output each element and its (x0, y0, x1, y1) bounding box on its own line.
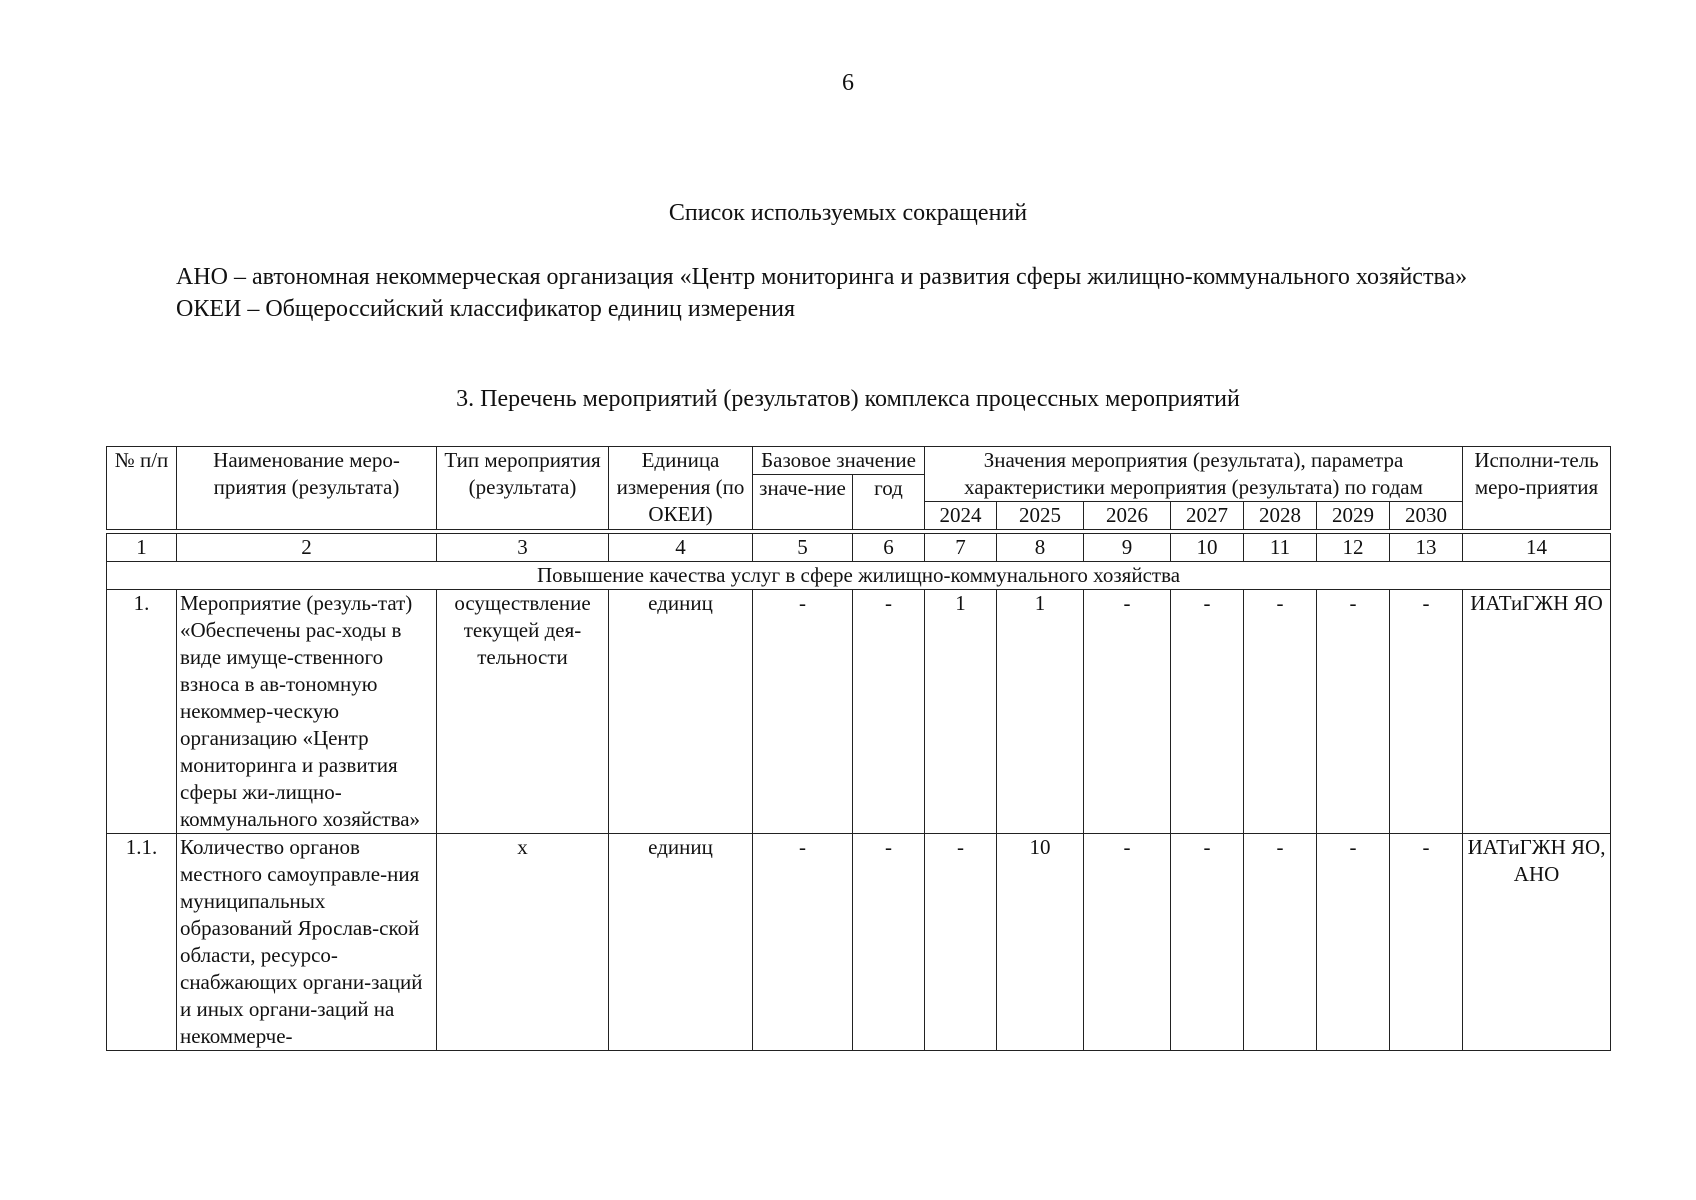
header-row (107, 447, 1611, 475)
row-executor: ИАТиГЖН ЯО (1463, 590, 1611, 834)
abbreviation-item: АНО – автономная некоммерческая организация «Центр мониторинга и развития сферы жилищно-коммунального хозяйства» (176, 264, 1468, 290)
row-year-value: - (925, 834, 997, 1051)
header-executor: Исполни-тель меро-приятия (1463, 447, 1611, 530)
abbreviations-title: Список используемых сокращений (668, 200, 1028, 226)
row-year-value: 1 (925, 590, 997, 834)
row-year-value: - (1171, 834, 1244, 1051)
abbreviation-item: ОКЕИ – Общероссийский классификатор единиц измерения (176, 296, 796, 322)
column-numbers-row (107, 534, 1611, 562)
row-base-value: - (753, 590, 853, 834)
row-year-value: - (1317, 590, 1390, 834)
abbreviations-list (106, 262, 1596, 324)
column-number: 5 (753, 534, 853, 562)
row-executor: ИАТиГЖН ЯО, АНО (1463, 834, 1611, 1051)
column-number: 13 (1390, 534, 1463, 562)
header-year: 2030 (1390, 502, 1463, 530)
row-num: 1.1. (107, 834, 177, 1051)
header-year: 2025 (997, 502, 1084, 530)
row-unit: единиц (609, 834, 753, 1051)
column-number: 1 (107, 534, 177, 562)
column-number: 11 (1244, 534, 1317, 562)
table-row (107, 590, 1611, 834)
section-heading-cell: Повышение качества услуг в сфере жилищно-коммунального хозяйства (107, 562, 1611, 590)
column-number: 14 (1463, 534, 1611, 562)
header-name: Наименование меро-приятия (результата) (177, 447, 437, 530)
header-year: 2029 (1317, 502, 1390, 530)
row-year-value: - (1317, 834, 1390, 1051)
row-unit: единиц (609, 590, 753, 834)
header-year: 2027 (1171, 502, 1244, 530)
header-year: 2024 (925, 502, 997, 530)
header-unit: Единица измерения (по ОКЕИ) (609, 447, 753, 530)
row-year-value: - (1390, 590, 1463, 834)
column-number: 6 (853, 534, 925, 562)
column-number: 2 (177, 534, 437, 562)
row-year-value: - (1390, 834, 1463, 1051)
column-number: 10 (1171, 534, 1244, 562)
header-type: Тип мероприятия (результата) (437, 447, 609, 530)
column-number: 7 (925, 534, 997, 562)
row-base-year: - (853, 834, 925, 1051)
page-number: 6 (842, 70, 854, 96)
row-base-year: - (853, 590, 925, 834)
row-year-value: - (1244, 834, 1317, 1051)
row-type: х (437, 834, 609, 1051)
row-type: осуществление текущей дея-тельности (437, 590, 609, 834)
header-values: Значения мероприятия (результата), параметра характеристики мероприятия (результата) по годам (925, 447, 1463, 502)
row-year-value: - (1171, 590, 1244, 834)
header-base-value: значе-ние (753, 475, 853, 530)
header-year: 2028 (1244, 502, 1317, 530)
section-heading-row (107, 562, 1611, 590)
header-year: 2026 (1084, 502, 1171, 530)
column-number: 3 (437, 534, 609, 562)
table-row (107, 834, 1611, 1051)
column-number: 12 (1317, 534, 1390, 562)
row-num: 1. (107, 590, 177, 834)
row-name: Количество органов местного самоуправле-ния муниципальных образований Ярослав-ской области, ресурсо-снабжающих органи-заций и иных органи-заций на некоммерче- (177, 834, 437, 1051)
row-base-value: - (753, 834, 853, 1051)
row-year-value: - (1244, 590, 1317, 834)
row-year-value: - (1084, 834, 1171, 1051)
section-title: 3. Перечень мероприятий (результатов) комплекса процессных мероприятий (456, 386, 1240, 412)
row-year-value: - (1084, 590, 1171, 834)
row-name: Мероприятие (резуль-тат) «Обеспечены рас-ходы в виде имуще-ственного взноса в ав-тономную некоммер-ческую организацию «Центр мониторинга и развития сферы жи-лищно-коммунального хозяйства» (177, 590, 437, 834)
column-number: 4 (609, 534, 753, 562)
header-num: № п/п (107, 447, 177, 530)
column-number: 8 (997, 534, 1084, 562)
row-year-value: 1 (997, 590, 1084, 834)
column-number: 9 (1084, 534, 1171, 562)
header-base: Базовое значение (753, 447, 925, 475)
row-year-value: 10 (997, 834, 1084, 1051)
measures-table (106, 446, 1611, 1051)
header-base-year: год (853, 475, 925, 530)
